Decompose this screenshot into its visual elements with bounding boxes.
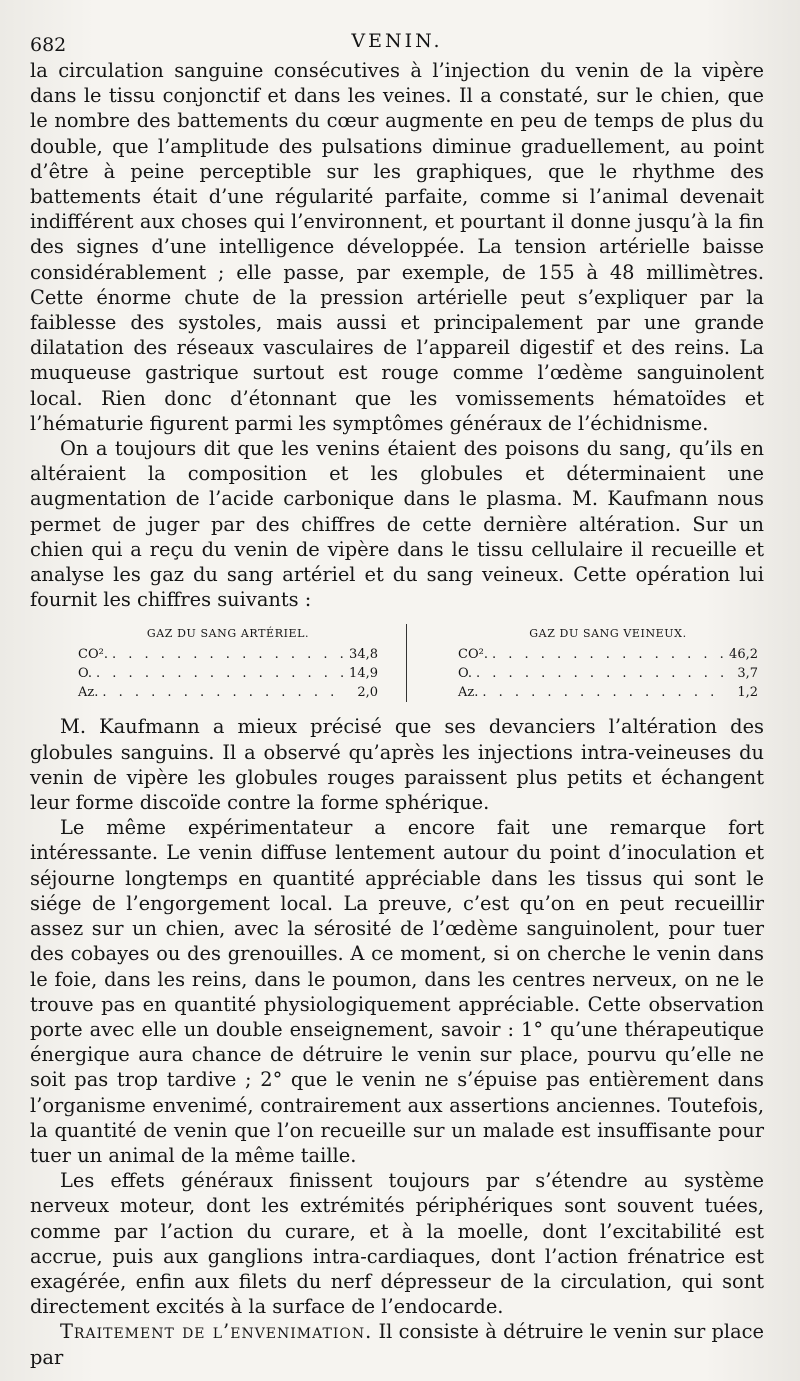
arterial-gas-row — [78, 683, 378, 702]
gas-value: 14,9 — [349, 666, 378, 682]
dot-leader — [476, 664, 724, 683]
dot-leader — [102, 683, 344, 702]
page-number: 682 — [30, 34, 67, 56]
arterial-gas-row — [78, 664, 378, 683]
treatment-text: Il consiste à détruire le venin sur place par — [30, 1320, 764, 1369]
dot-leader — [482, 683, 724, 702]
gas-value: 1,2 — [737, 685, 758, 701]
blood-gas-table — [78, 624, 758, 702]
paragraph-nervous-effects: Les effets généraux finissent toujours par s’étendre au système nerveux moteur, dont les extrémités périphériques sont souvent tuées, comme par l’action du curare, et à la moelle, dont l’excitabilité est accrue, puis aux ganglions intra-cardiaques, dont l’action frénatrice est exagérée, enfin aux filets du nerf dépresseur de la circulation, qui sont directement excités à la surface de l’endocarde. — [30, 1169, 764, 1319]
paragraph-circulation: la circulation sanguine consécutives à l’injection du venin de la vipère dans le tissu conjonctif et dans les veines. Il a constaté, sur le chien, que le nombre des battements du cœur augmente en peu de temps de plus du double, que l’amplitude des pulsations diminue graduellement, au point d’être à peine perceptible sur les graphiques, que le rhythme des battements était d’une régularité parfaite, comme si l’animal devenait indifférent aux choses qui l’environnent, et pourtant il donne jusqu’à la fin des signes d’une intelligence développée. La tension artérielle baisse considérablement ; elle passe, par exemple, de 155 à 48 millimètres. Cette énorme chute de la pression artérielle peut s’expliquer par la faiblesse des systoles, mais aussi et principalement par une grande dilatation des réseaux vasculaires de l’appareil digestif et des reins. La muqueuse gastrique surtout est rouge comme l’œdème sanguinolent local. Rien donc d’étonnant que les vomissements hématoïdes et l’hématurie figurent parmi les symptômes généraux de l’échidnisme. — [30, 59, 764, 435]
paragraph-treatment — [30, 1319, 764, 1369]
venous-gas-row — [458, 683, 758, 702]
gas-value: 34,8 — [349, 647, 378, 663]
venous-gas-column — [450, 624, 758, 702]
body-text — [30, 58, 764, 1370]
running-head — [30, 26, 764, 58]
arterial-gas-heading: GAZ DU SANG ARTÉRIEL. — [146, 627, 310, 641]
venous-gas-heading: GAZ DU SANG VEINEUX. — [529, 627, 687, 641]
arterial-gas-row — [78, 645, 378, 664]
paragraph-globules: M. Kaufmann a mieux précisé que ses devanciers l’altération des globules sanguins. Il a observé qu’après les injections intra-veineuses du venin de vipère les globules rouges paraissent plus petits et échangent leur forme discoïde contre la forme sphérique. — [30, 715, 764, 815]
venous-gas-row — [458, 645, 758, 664]
paragraph-blood-poisons: On a toujours dit que les venins étaient des poisons du sang, qu’ils en altéraient la composition et les globules et déterminaient une augmentation de l’acide carbonique dans le plasma. M. Kaufmann nous permet de juger par des chiffres de cette dernière altération. Sur un chien qui a reçu du venin de vipère dans le tissu cellulaire il recueille et analyse les gaz du sang artériel et du sang veineux. Cette opération lui fournit les chiffres suivants : — [30, 437, 764, 612]
running-title: VENIN. — [351, 30, 443, 52]
gas-value: 2,0 — [357, 685, 378, 701]
gas-label: O. — [78, 666, 93, 682]
gas-label: CO². — [78, 647, 108, 663]
dot-leader — [96, 664, 344, 683]
arterial-gas-column — [78, 624, 407, 702]
gas-value: 46,2 — [729, 647, 758, 663]
dot-leader — [112, 645, 344, 664]
gas-value: 3,7 — [737, 666, 758, 682]
gas-label: CO². — [458, 647, 488, 663]
venous-gas-row — [458, 664, 758, 683]
dot-leader — [492, 645, 724, 664]
gas-label: O. — [458, 666, 473, 682]
section-heading: Traitement de l’envenimation. — [60, 1320, 373, 1344]
gas-label: Az. — [78, 685, 99, 701]
paragraph-diffusion: Le même expérimentateur a encore fait une remarque fort intéressante. Le venin diffuse lentement autour du point d’inoculation et séjourne longtemps en quantité appréciable dans les tissus qui sont le siége de l’engorgement local. La preuve, c’est qu’on en peut recueillir assez sur un chien, avec la sérosité de l’œdème sanguinolent, pour tuer des cobayes ou des grenouilles. A ce moment, si on cherche le venin dans le foie, dans les reins, dans le poumon, dans les centres nerveux, on ne le trouve pas en quantité physiologiquement appréciable. Cette observation porte avec elle un double enseignement, savoir : 1° qu’une thérapeutique énergique aura chance de détruire le venin sur place, pourvu qu’elle ne soit pas trop tardive ; 2° que le venin ne s’épuise pas entièrement dans l’organisme envenimé, contrairement aux assertions anciennes. Toutefois, la quantité de venin que l’on recueille sur un malade est insuffisante pour tuer un animal de la même taille. — [30, 816, 764, 1167]
gas-label: Az. — [458, 685, 479, 701]
